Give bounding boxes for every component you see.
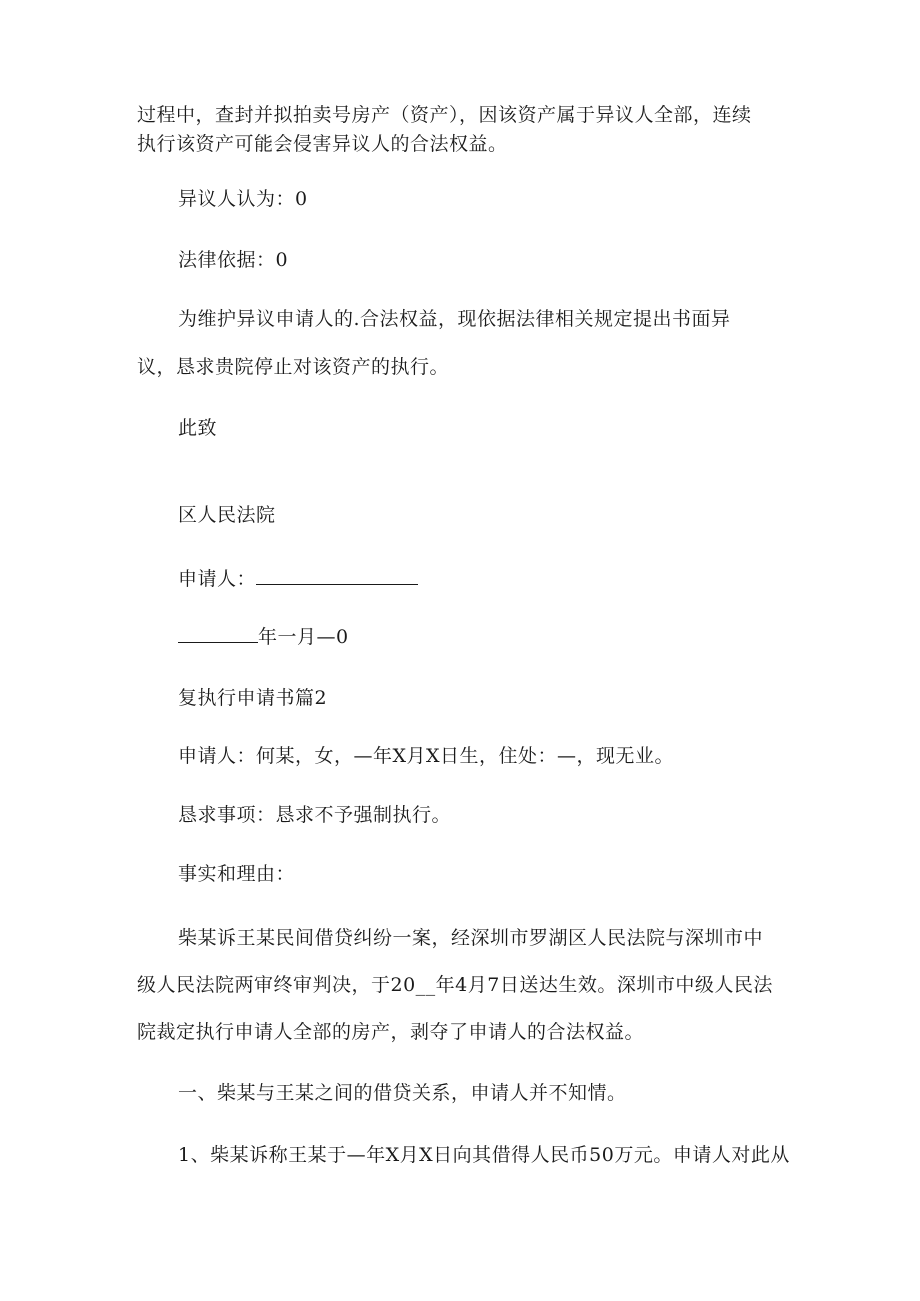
date-line: [178, 625, 349, 649]
intro-line-1: 过程中，查封并拟拍卖号房产（资产），因该资产属于异议人全部，连续: [137, 104, 752, 126]
point-1: 一、柴某与王某之间的借贷关系，申请人并不知情。: [178, 1082, 627, 1104]
applicant-signature-line: [178, 567, 418, 591]
section2-title: 复执行申请书篇2: [178, 687, 328, 709]
legal-basis: 法律依据：0: [178, 249, 289, 271]
applicant-label: 申请人：: [178, 568, 257, 590]
court-name: 区人民法院: [178, 504, 276, 526]
date-blank: [178, 640, 258, 643]
signature-blank: [256, 582, 418, 585]
point-1-1: 1、柴某诉称王某于—年X月X日向其借得人民币50万元。申请人对此从: [178, 1144, 790, 1166]
objector-view: 异议人认为：0: [178, 188, 308, 210]
date-text: 年一月—0: [258, 626, 349, 648]
case-line-3: 院裁定执行申请人全部的房产，剥夺了申请人的合法权益。: [137, 1021, 645, 1043]
case-line-1: 柴某诉王某民间借贷纠纷一案，经深圳市罗湖区人民法院与深圳市中: [178, 927, 764, 949]
case-line-2: 级人民法院两审终审判决，于20__年4月7日送达生效。深圳市中级人民法: [137, 974, 773, 996]
salutation: 此致: [178, 417, 218, 439]
protect-line-1: 为维护异议申请人的.合法权益，现依据法律相关规定提出书面异: [178, 308, 731, 330]
applicant2-info: 申请人：何某，女，—年X月X日生，住处：—，现无业。: [178, 745, 675, 767]
facts-heading: 事实和理由：: [178, 863, 296, 885]
intro-line-2: 执行该资产可能会侵害异议人的合法权益。: [137, 133, 508, 155]
request-line: 恳求事项：恳求不予强制执行。: [178, 804, 452, 826]
protect-line-2: 议，恳求贵院停止对该资产的执行。: [137, 356, 450, 378]
